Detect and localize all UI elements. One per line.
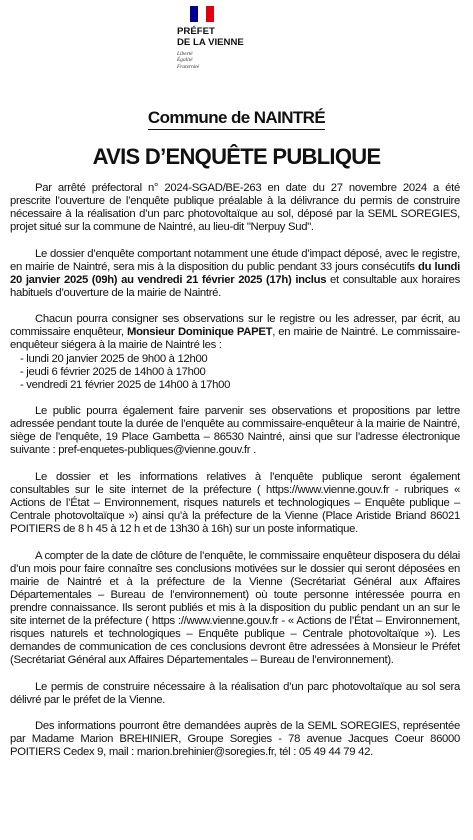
french-flag-icon — [190, 6, 214, 22]
paragraph-conclusions: A compter de la date de clôture de l’enquête, le commissaire enquêteur disposera du délai d’un mois pour faire connaître ses conclusions motivées sur le dossier qui seront déposées en mairie de Naintré et à la préfecture de la Vienne (Secrétariat Général aux Affaires Départementales – Bureau de l’environnement) où toute personne intéressée pourra en prendre connaissance. Ils seront publiés et mis à la disposition du public pendant un an sur le site internet de la préfecture ( https ://www.vienne.gouv.fr - « Actions de l’État – Environnement, risques naturels et technologiques – Enquête publique – Centrale photovoltaïque »). Les demandes de communication de ces conclusions devront être adressées à Monsieur le Préfet (Secrétariat Général aux Affaires Départementales – Bureau de l’environnement). — [10, 549, 460, 666]
flag-red-band — [206, 6, 214, 22]
permanence-dates-list — [10, 353, 460, 392]
prefecture-logo — [177, 6, 277, 84]
paragraph-observations — [10, 313, 460, 352]
motto-egalite: Égalité — [177, 57, 193, 64]
town-heading-underline — [148, 129, 325, 130]
paragraph-contact: Des informations pourront être demandées auprès de la SEML SOREGIES, représentée par Madame Marion BREHINIER, Groupe Soregies - 78 avenue Jacques Coeur 86000 POITIERS Cedex 9, mail : marion.brehinier@soregies.fr, tél : 05 49 44 79 42. — [10, 720, 460, 759]
notice-body — [10, 182, 460, 773]
paragraph-observations-start: Chacun pourra consigner ses observations sur le registre ou les adresser, par écrit, au commissaire enquêteur, — [10, 313, 460, 339]
paragraph-permis: Le permis de construire nécessaire à la réalisation d’un parc photovoltaïque au sol sera délivré par le préfet de la Vienne. — [10, 680, 460, 706]
paragraph-dossier-start: Le dossier d’enquête comportant notamment une étude d’impact déposé, avec le registre, en mairie de Naintré, sera mis à la disposition du public pendant 33 jours consécutifs — [10, 247, 460, 273]
flag-white-band — [198, 6, 206, 22]
flag-blue-band — [190, 6, 198, 22]
paragraph-dossier-end: et consultable aux horaires habituels d’ouverture de la mairie de Naintré. — [10, 273, 460, 299]
logo-prefet-text: PRÉFET — [177, 26, 215, 37]
commissioner-name: Monsieur Dominique PAPET — [126, 326, 273, 339]
permanence-date: - jeudi 6 février 2025 de 14h00 à 17h00 — [20, 365, 206, 378]
paragraph-courrier: Le public pourra également faire parvenir ses observations et propositions par lettre adressée pendant toute la durée de l’enquête au commissaire-enquêteur à la mairie de Naintré, siège de l’enquête, 19 Place Gambetta – 86530 Naintré, ainsi que sur l’adresse électronique suivante : pref-enquetes-publiques@vienne.gouv.fr . — [10, 405, 461, 457]
permanence-date: - lundi 20 janvier 2025 de 9h00 à 12h00 — [20, 352, 208, 365]
town-heading: Commune de NAINTRÉ — [147, 108, 326, 127]
paragraph-consultation: Le dossier et les informations relatives à l’enquête publique seront également consultables sur le site internet de la préfecture ( https://www.vienne.gouv.fr - rubriques « Actions de l’État – Environnement, risques naturels et technologiques – Enquête publique – Centrale photovoltaïque ») ainsi qu’à la préfecture de la Vienne (Place Aristide Briand 86021 POITIERS de 8 h 45 à 12 h et de 13h30 à 16h) sur un poste informatique. — [10, 470, 460, 536]
enquiry-period: du lundi 20 janvier 2025 (09h) au vendredi 21 février 2025 (17h) inclus — [10, 260, 460, 286]
logo-vienne-text: DE LA VIENNE — [177, 37, 244, 48]
paragraph-arrete: Par arrêté préfectoral n° 2024-SGAD/BE-263 en date du 27 novembre 2024 a été prescrite l’ouverture de l’enquête publique préalable à la délivrance du permis de construire nécessaire à la réalisation d’un parc photovoltaïque au sol, déposé par la SEML SOREGIES, projet situé sur la commune de Naintré, au lieu-dit "Nerpuy Sud". — [10, 182, 460, 234]
notice-title: AVIS D’ENQUÊTE PUBLIQUE — [92, 144, 381, 169]
permanence-date: - vendredi 21 février 2025 de 14h00 à 17h00 — [20, 378, 231, 391]
motto-liberte: Liberté — [177, 51, 193, 57]
motto-fraternite: Fraternité — [177, 63, 200, 70]
paragraph-dossier — [10, 248, 460, 300]
paragraph-observations-end: , en mairie de Naintré. Le commissaire-enquêteur siégera à la mairie de Naintré les : — [10, 326, 460, 352]
